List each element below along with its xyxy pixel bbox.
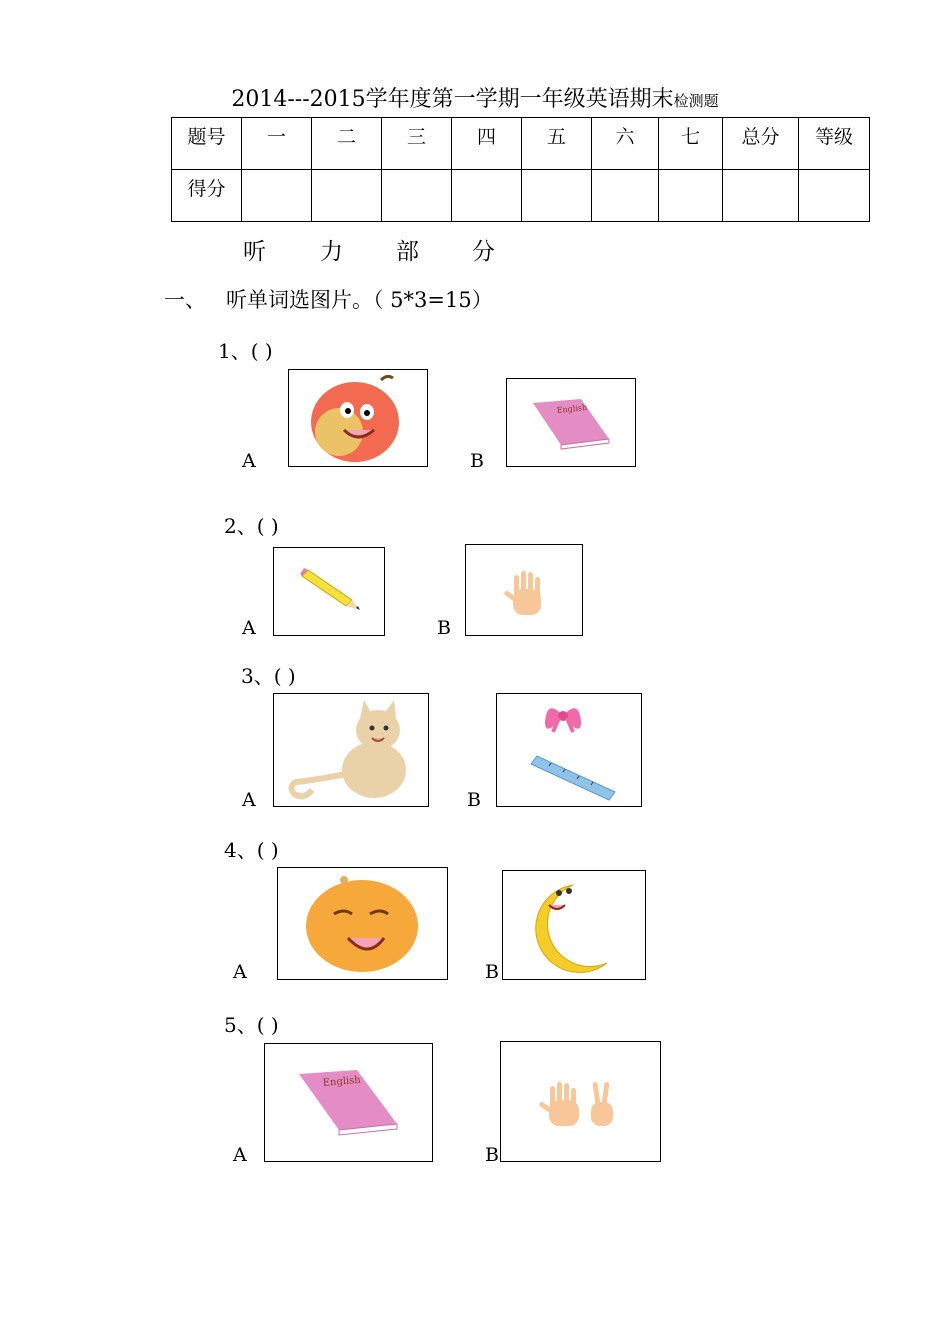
option-letter: B	[470, 450, 484, 472]
score-table-header-row	[172, 118, 870, 170]
question-label: 5、( )	[224, 1013, 279, 1037]
question-label: 2、( )	[224, 514, 279, 538]
score-input-cell[interactable]	[452, 170, 522, 222]
bow-and-ruler-icon	[497, 694, 641, 806]
score-cell: 一	[242, 118, 312, 170]
score-label-cell: 得分	[172, 170, 242, 222]
score-input-cell[interactable]	[382, 170, 452, 222]
cat-icon	[274, 694, 428, 806]
score-input-cell[interactable]	[242, 170, 312, 222]
seven-fingers-icon	[501, 1042, 660, 1161]
score-input-cell[interactable]	[723, 170, 799, 222]
book-icon	[265, 1044, 432, 1161]
option-letter: B	[485, 961, 499, 983]
score-input-cell[interactable]	[312, 170, 382, 222]
score-table-score-row	[172, 170, 870, 222]
option-letter: B	[485, 1144, 499, 1166]
score-cell: 总分	[723, 118, 799, 170]
score-cell: 题号	[172, 118, 242, 170]
option-letter: A	[233, 961, 247, 983]
ruler-icon	[531, 756, 615, 800]
score-input-cell[interactable]	[799, 170, 870, 222]
option-letter: B	[467, 789, 481, 811]
hand-picture-box[interactable]	[465, 544, 583, 636]
score-cell: 三	[382, 118, 452, 170]
score-cell: 等级	[799, 118, 870, 170]
book-picture-box[interactable]	[264, 1043, 433, 1162]
question-label: 3、( )	[241, 664, 296, 688]
score-input-cell[interactable]	[522, 170, 592, 222]
option-letter: A	[242, 450, 256, 472]
book-cover-text: English	[556, 402, 588, 415]
score-cell: 四	[452, 118, 522, 170]
pencil-icon	[274, 548, 384, 635]
score-cell: 五	[522, 118, 592, 170]
score-input-cell[interactable]	[659, 170, 723, 222]
orange-icon	[278, 868, 447, 979]
score-table	[171, 117, 870, 222]
book-icon	[507, 379, 635, 466]
cat-picture-box[interactable]	[273, 693, 429, 807]
hand-icon	[466, 545, 582, 635]
orange-picture-box[interactable]	[277, 867, 448, 980]
bow-icon	[545, 708, 581, 732]
exam-title: 2014---2015学年度第一学期一年级英语期末检测题	[231, 87, 719, 112]
moon-icon	[503, 871, 645, 979]
apple-icon	[289, 370, 427, 466]
seven-fingers-picture-box[interactable]	[500, 1041, 661, 1162]
part-number: 一、	[164, 288, 206, 312]
open-hand-icon	[538, 1082, 579, 1126]
part-instruction: 听单词选图片。（ 5*3=15）	[226, 288, 493, 312]
option-letter: A	[242, 789, 256, 811]
book-picture-box[interactable]	[506, 378, 636, 467]
score-cell: 七	[659, 118, 723, 170]
apple-picture-box[interactable]	[288, 369, 428, 467]
question-label: 4、( )	[224, 838, 279, 862]
option-letter: B	[437, 617, 451, 639]
two-fingers-icon	[591, 1082, 613, 1126]
score-cell: 二	[312, 118, 382, 170]
score-cell: 六	[592, 118, 659, 170]
bow-and-ruler-picture-box[interactable]	[496, 693, 642, 807]
score-input-cell[interactable]	[592, 170, 659, 222]
option-letter: A	[233, 1144, 247, 1166]
question-label: 1、( )	[218, 339, 273, 363]
pencil-picture-box[interactable]	[273, 547, 385, 636]
option-letter: A	[242, 617, 256, 639]
moon-picture-box[interactable]	[502, 870, 646, 980]
book-cover-text: English	[322, 1074, 362, 1089]
